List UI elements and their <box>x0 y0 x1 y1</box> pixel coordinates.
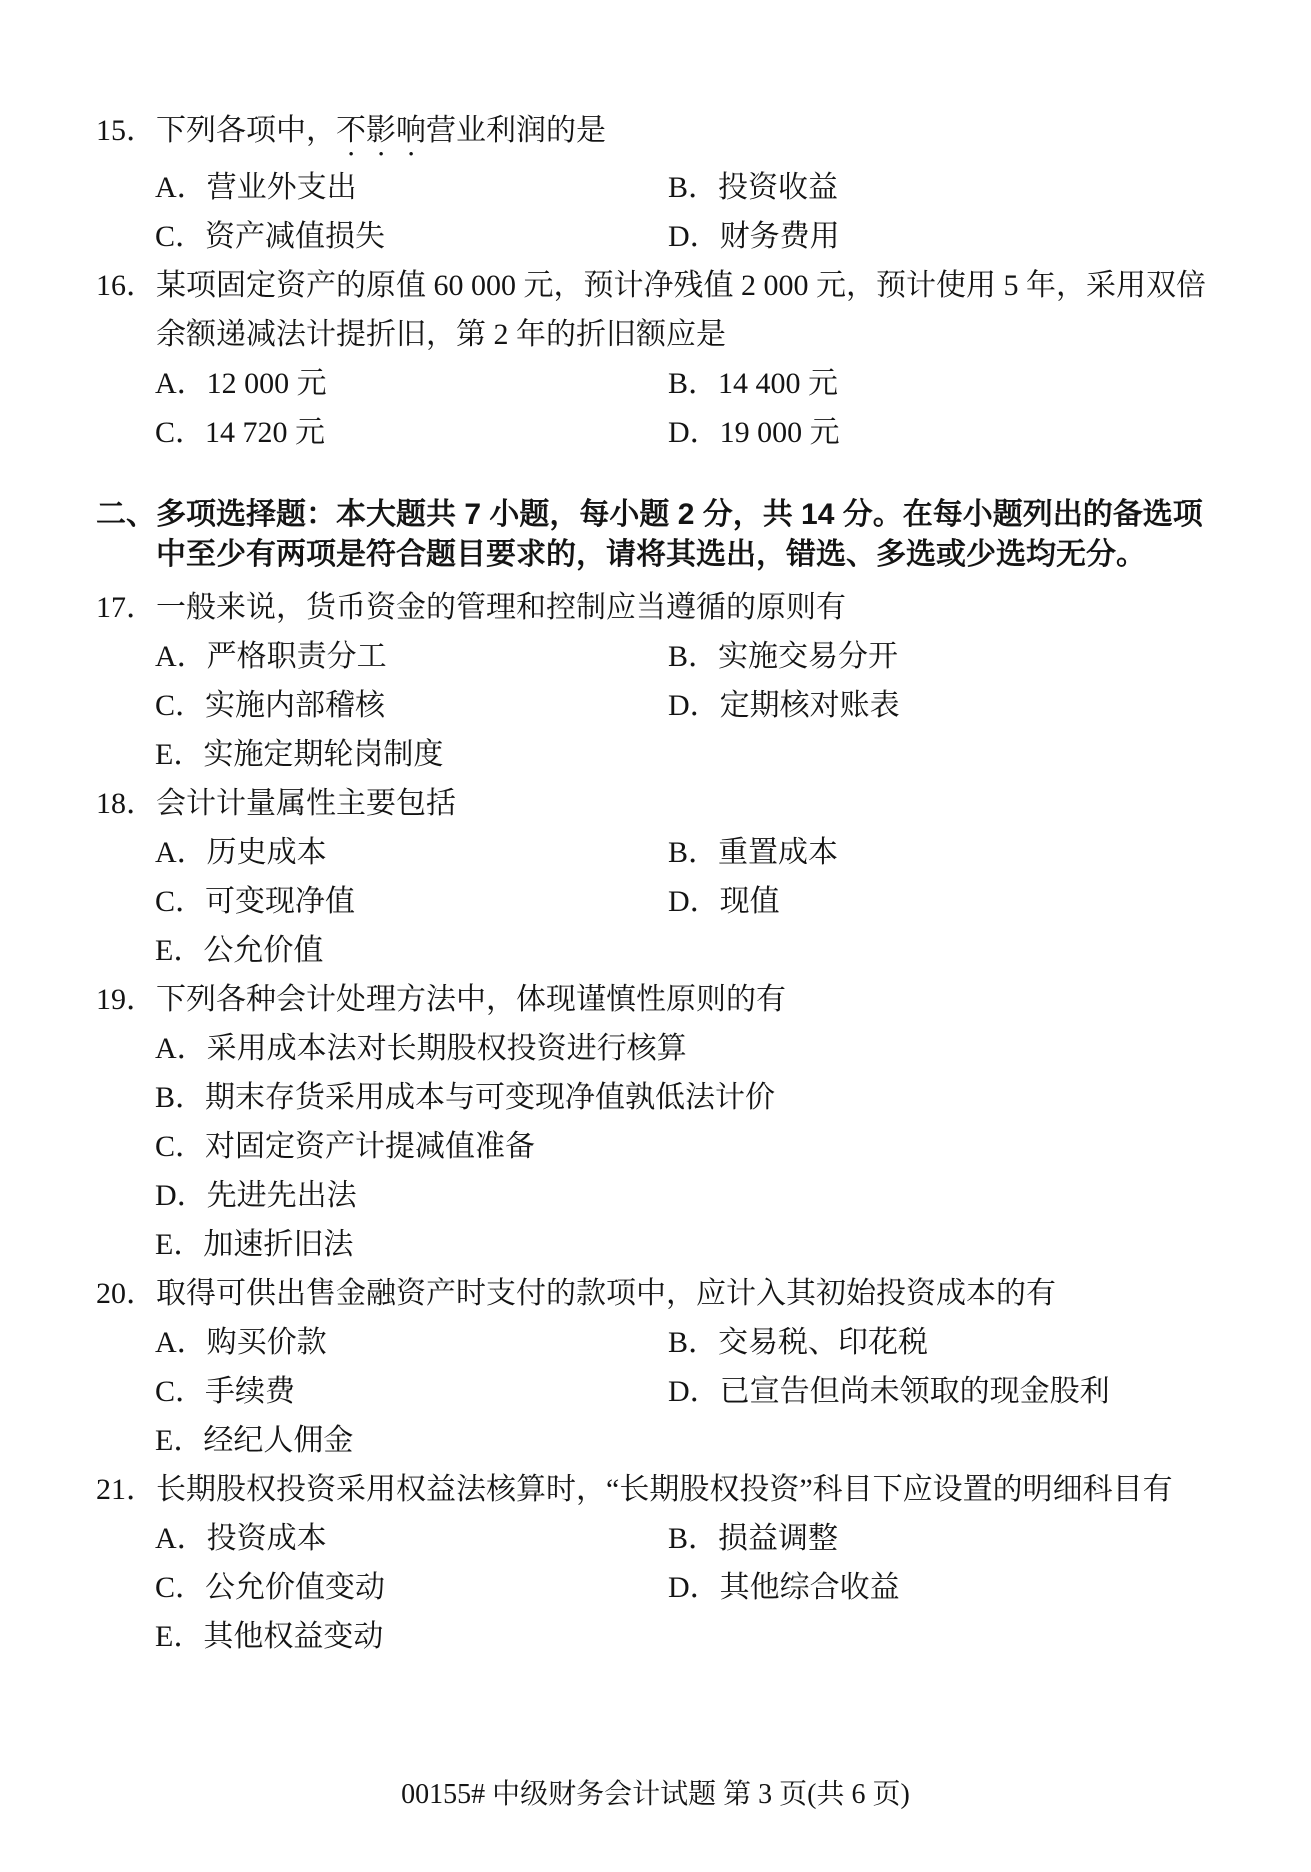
question-21-options-row-2 <box>96 1563 1215 1612</box>
option-15-c: C．资产减值损失 <box>155 220 386 253</box>
option-21-a: A．投资成本 <box>155 1522 327 1555</box>
stem-text: 下列各项中， <box>156 114 336 147</box>
question-21 <box>96 1465 1215 1661</box>
question-21-stem-row <box>96 1465 1215 1514</box>
question-17-options-row-1 <box>96 632 1215 681</box>
section-2-number: 二、 <box>96 498 156 531</box>
option-19-e: E．加速折旧法 <box>155 1228 354 1261</box>
question-16 <box>96 261 1215 457</box>
option-15-d: D．财务费用 <box>668 220 840 253</box>
option-17-a: A．严格职责分工 <box>155 640 387 673</box>
option-16-d: D．19 000 元 <box>668 416 840 449</box>
option-21-e: E．其他权益变动 <box>155 1620 384 1653</box>
option-18-c: C．可变现净值 <box>155 885 356 918</box>
option-19-a: A．采用成本法对长期股权投资进行核算 <box>155 1032 687 1065</box>
option-16-c: C．14 720 元 <box>155 416 326 449</box>
question-15-options-row-2 <box>96 212 1215 261</box>
question-20-options-row-1 <box>96 1318 1215 1367</box>
option-18-a: A．历史成本 <box>155 836 327 869</box>
question-20-number: 20． <box>96 1277 156 1310</box>
option-17-c: C．实施内部稽核 <box>155 689 386 722</box>
option-20-b: B．交易税、印花税 <box>668 1326 929 1359</box>
question-17-number: 17． <box>96 591 156 624</box>
option-17-e: E．实施定期轮岗制度 <box>155 738 444 771</box>
question-15-stem <box>156 106 1215 163</box>
question-16-stem: 某项固定资产的原值 60 000 元，预计净残值 2 000 元，预计使用 5 年，采用双倍余额递减法计提折旧，第 2 年的折旧额应是 <box>156 269 1206 351</box>
question-20-options-row-2 <box>96 1367 1215 1416</box>
question-20-stem-row <box>96 1269 1215 1318</box>
option-15-a: A．营业外支出 <box>155 171 357 204</box>
question-16-number: 16． <box>96 269 156 302</box>
stem-text: 营业利润的是 <box>426 114 606 147</box>
question-17-stem: 一般来说，货币资金的管理和控制应当遵循的原则有 <box>156 591 846 624</box>
option-21-c: C．公允价值变动 <box>155 1571 386 1604</box>
question-17-stem-row <box>96 583 1215 632</box>
question-16-stem-row <box>96 261 1215 359</box>
question-16-options-row-2 <box>96 408 1215 457</box>
question-20 <box>96 1269 1215 1465</box>
question-15-stem-row <box>96 106 1215 163</box>
question-19-stem-row <box>96 975 1215 1024</box>
option-17-d: D．定期核对账表 <box>668 689 900 722</box>
option-17-b: B．实施交易分开 <box>668 640 899 673</box>
question-17 <box>96 583 1215 779</box>
question-20-stem: 取得可供出售金融资产时支付的款项中，应计入其初始投资成本的有 <box>156 1277 1056 1310</box>
option-20-e: E．经纪人佣金 <box>155 1424 354 1457</box>
question-18 <box>96 779 1215 975</box>
option-19-c: C．对固定资产计提减值准备 <box>155 1130 536 1163</box>
section-2-instructions: 多项选择题：本大题共 7 小题，每小题 2 分，共 14 分。在每小题列出的备选项中至少有两项是符合题目要求的，请将其选出，错选、多选或少选均无分。 <box>156 498 1203 571</box>
option-18-e: E．公允价值 <box>155 934 324 967</box>
stem-emphasized-text: 不影响 <box>336 114 426 147</box>
option-18-b: B．重置成本 <box>668 836 839 869</box>
section-2-heading <box>96 495 1215 575</box>
question-19 <box>96 975 1215 1269</box>
option-19-b: B．期末存货采用成本与可变现净值孰低法计价 <box>155 1081 776 1114</box>
question-17-options-row-2 <box>96 681 1215 730</box>
question-18-options-row-2 <box>96 877 1215 926</box>
question-15-number: 15． <box>96 114 156 147</box>
page-footer: 00155# 中级财务会计试题 第 3 页(共 6 页) <box>401 1779 910 1810</box>
option-16-a: A．12 000 元 <box>155 367 327 400</box>
option-20-c: C．手续费 <box>155 1375 296 1408</box>
option-15-b: B．投资收益 <box>668 171 839 204</box>
question-21-options-row-1 <box>96 1514 1215 1563</box>
option-18-d: D．现值 <box>668 885 780 918</box>
option-21-b: B．损益调整 <box>668 1522 839 1555</box>
question-16-options-row-1 <box>96 359 1215 408</box>
question-19-number: 19． <box>96 983 156 1016</box>
question-18-stem: 会计计量属性主要包括 <box>156 787 456 820</box>
question-21-number: 21． <box>96 1473 156 1506</box>
question-15-options-row-1 <box>96 163 1215 212</box>
option-20-d: D．已宣告但尚未领取的现金股利 <box>668 1375 1110 1408</box>
question-19-stem: 下列各种会计处理方法中，体现谨慎性原则的有 <box>156 983 786 1016</box>
question-21-stem: 长期股权投资采用权益法核算时，“长期股权投资”科目下应设置的明细科目有 <box>156 1473 1173 1506</box>
question-18-number: 18． <box>96 787 156 820</box>
option-19-d: D．先进先出法 <box>155 1179 357 1212</box>
exam-body <box>96 106 1215 1661</box>
option-20-a: A．购买价款 <box>155 1326 327 1359</box>
option-16-b: B．14 400 元 <box>668 367 839 400</box>
question-18-options-row-1 <box>96 828 1215 877</box>
option-21-d: D．其他综合收益 <box>668 1571 900 1604</box>
question-18-stem-row <box>96 779 1215 828</box>
question-15 <box>96 106 1215 261</box>
